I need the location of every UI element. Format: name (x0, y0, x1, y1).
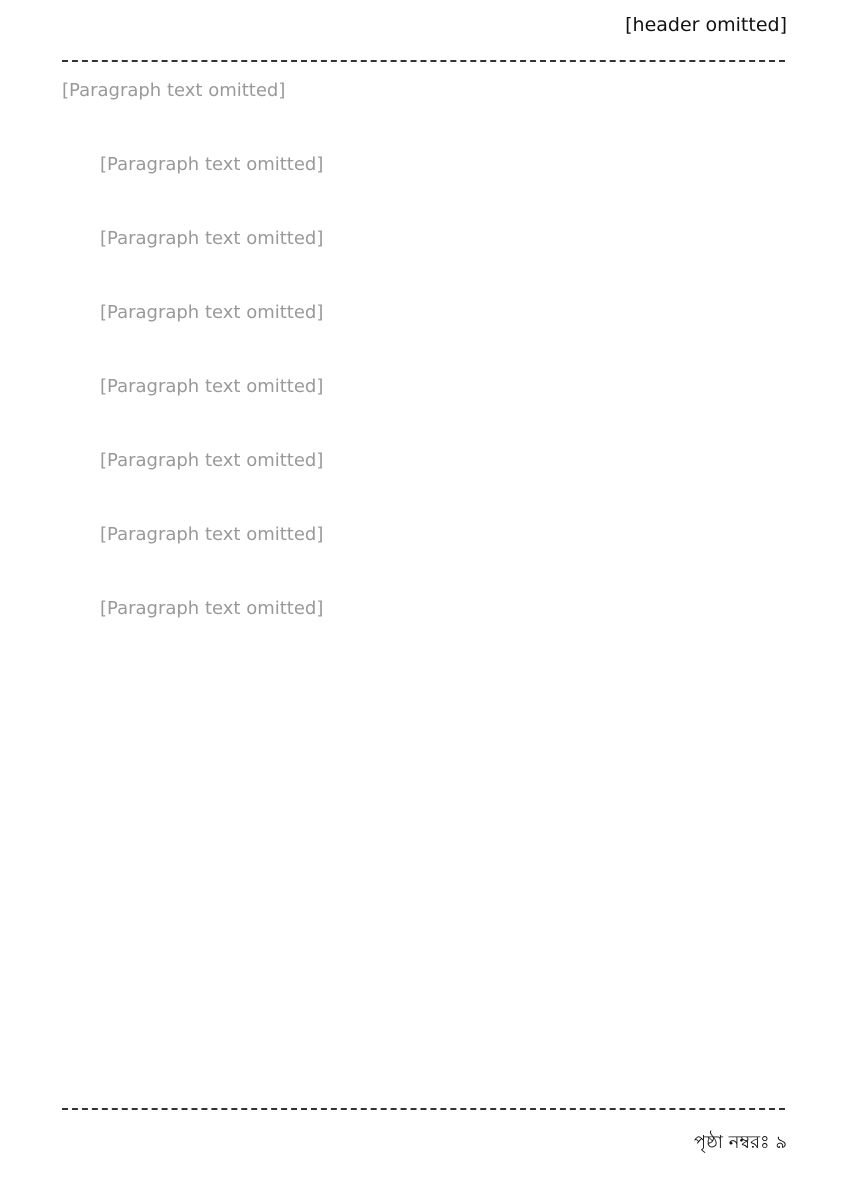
paragraph: [Paragraph text omitted] (100, 302, 324, 323)
footer-divider (62, 1108, 785, 1110)
page-header: [header omitted] (625, 14, 787, 36)
paragraph: [Paragraph text omitted] (62, 80, 286, 101)
paragraph: [Paragraph text omitted] (100, 228, 324, 249)
paragraph: [Paragraph text omitted] (100, 154, 324, 175)
paragraph: [Paragraph text omitted] (100, 376, 324, 397)
page-number: পৃষ্ঠা নম্বরঃ ৯ (693, 1132, 787, 1153)
paragraph: [Paragraph text omitted] (100, 524, 324, 545)
paragraph: [Paragraph text omitted] (100, 598, 324, 619)
document-body (62, 72, 785, 664)
paragraph: [Paragraph text omitted] (100, 450, 324, 471)
header-divider (62, 60, 785, 62)
